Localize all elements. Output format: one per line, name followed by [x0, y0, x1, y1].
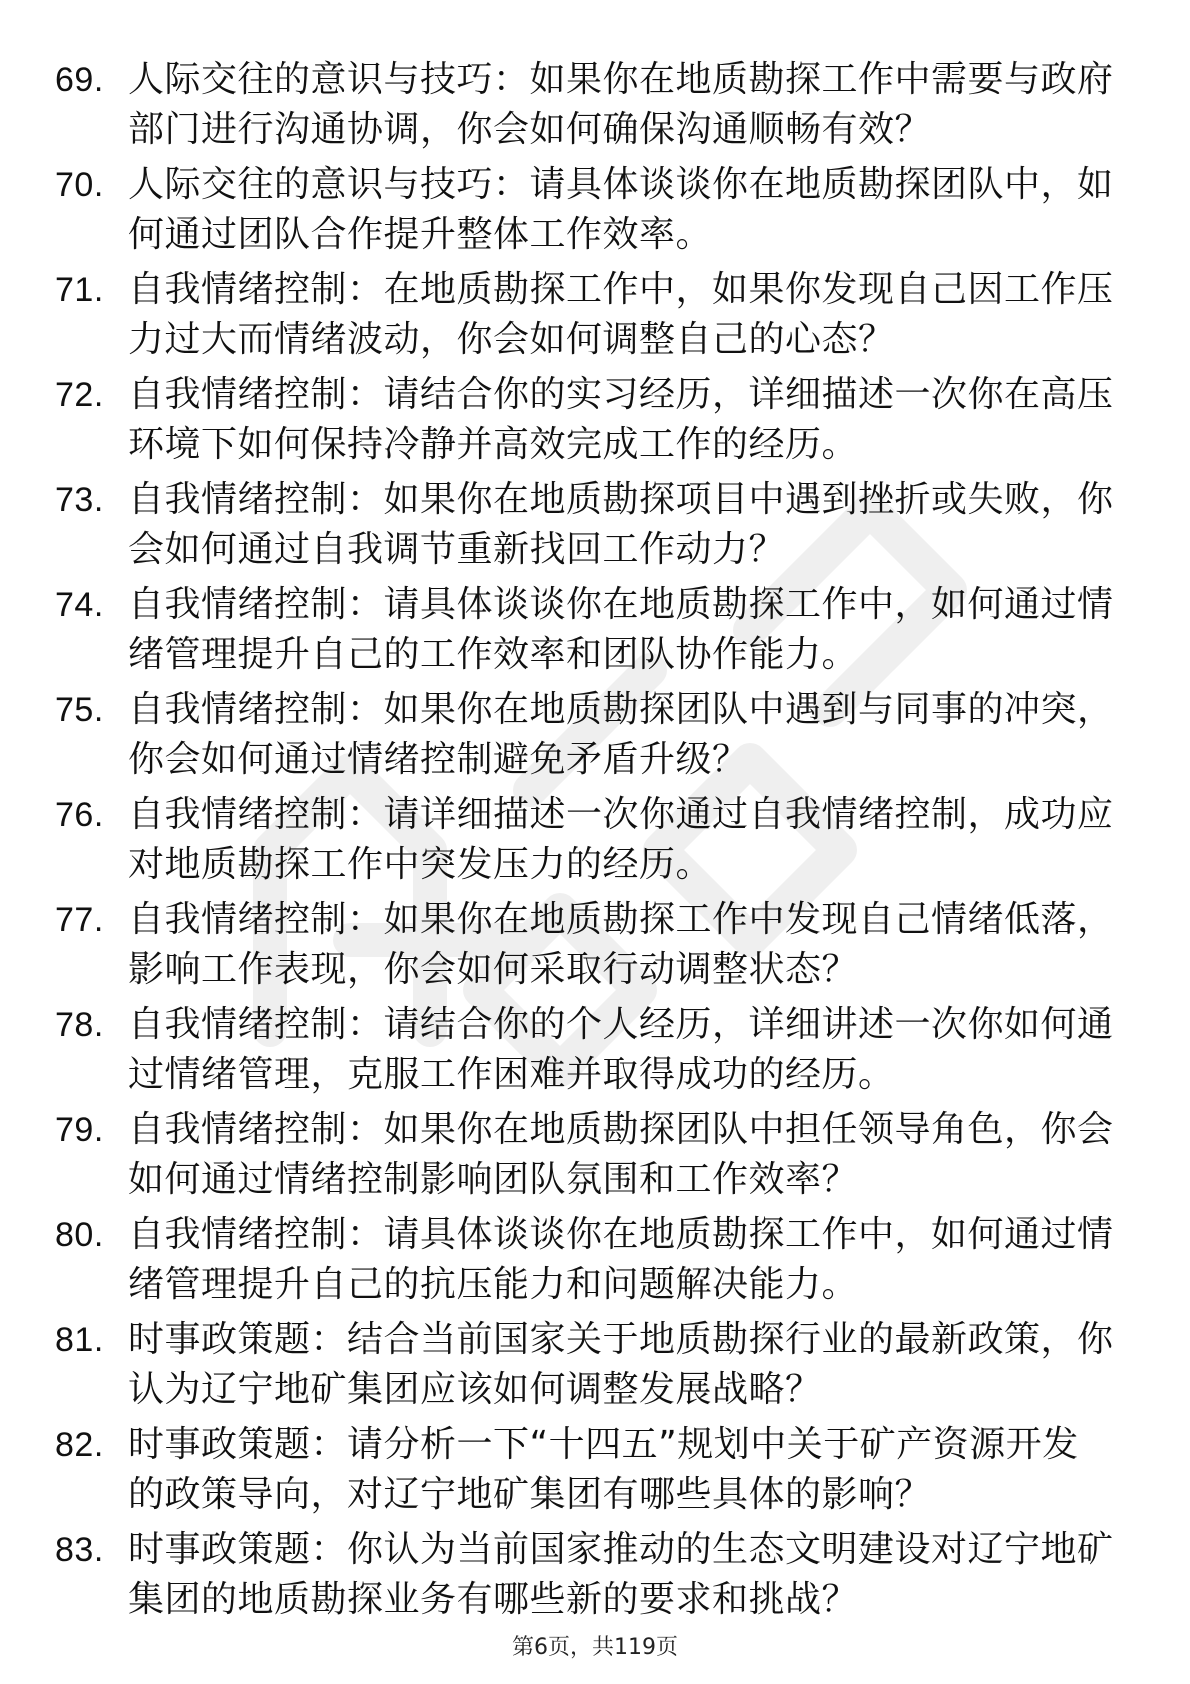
question-text: 自我情绪控制：请详细描述一次你通过自我情绪控制，成功应对地质勘探工作中突发压力的经历。: [128, 794, 1114, 885]
question-item: [55, 475, 1115, 580]
question-text: 自我情绪控制：如果你在地质勘探团队中担任领导角色，你会如何通过情绪控制影响团队氛围和工作效率？: [128, 1109, 1114, 1200]
question-number: 82.: [55, 1426, 104, 1464]
question-text: 自我情绪控制：如果你在地质勘探工作中发现自己情绪低落，影响工作表现，你会如何采取行动调整状态？: [128, 899, 1114, 990]
question-text: 时事政策题：请分析一下“十四五”规划中关于矿产资源开发的政策导向，对辽宁地矿集团有哪些具体的影响？: [128, 1424, 1079, 1515]
question-item: [55, 1315, 1115, 1420]
question-text: 自我情绪控制：如果你在地质勘探团队中遇到与同事的冲突，你会如何通过情绪控制避免矛盾升级？: [128, 689, 1114, 780]
question-text: 自我情绪控制：在地质勘探工作中，如果你发现自己因工作压力过大而情绪波动，你会如何调整自己的心态？: [128, 269, 1114, 360]
question-text: 自我情绪控制：请结合你的个人经历，详细讲述一次你如何通过情绪管理，克服工作困难并取得成功的经历。: [128, 1004, 1114, 1095]
question-list: [55, 55, 1115, 1630]
question-text: 自我情绪控制：请具体谈谈你在地质勘探工作中，如何通过情绪管理提升自己的工作效率和团队协作能力。: [128, 584, 1114, 675]
question-item: [55, 895, 1115, 1000]
question-number: 74.: [55, 586, 104, 624]
question-item: [55, 790, 1115, 895]
question-number: 83.: [55, 1531, 104, 1569]
question-item: [55, 1525, 1115, 1630]
question-text: 自我情绪控制：如果你在地质勘探项目中遇到挫折或失败，你会如何通过自我调节重新找回工作动力？: [128, 479, 1114, 570]
question-text: 时事政策题：结合当前国家关于地质勘探行业的最新政策，你认为辽宁地矿集团应该如何调整发展战略？: [128, 1319, 1114, 1410]
question-item: [55, 580, 1115, 685]
question-number: 73.: [55, 481, 104, 519]
question-text: 自我情绪控制：请具体谈谈你在地质勘探工作中，如何通过情绪管理提升自己的抗压能力和问题解决能力。: [128, 1214, 1114, 1305]
question-item: [55, 1420, 1115, 1525]
question-item: [55, 55, 1115, 160]
question-number: 69.: [55, 61, 104, 99]
question-item: [55, 685, 1115, 790]
question-number: 77.: [55, 901, 104, 939]
question-item: [55, 1105, 1115, 1210]
question-item: [55, 370, 1115, 475]
question-number: 80.: [55, 1216, 104, 1254]
question-number: 71.: [55, 271, 104, 309]
question-item: [55, 265, 1115, 370]
question-text: 人际交往的意识与技巧：请具体谈谈你在地质勘探团队中，如何通过团队合作提升整体工作效率。: [128, 164, 1114, 255]
question-number: 79.: [55, 1111, 104, 1149]
question-number: 78.: [55, 1006, 104, 1044]
question-item: [55, 1210, 1115, 1315]
question-text: 时事政策题：你认为当前国家推动的生态文明建设对辽宁地矿集团的地质勘探业务有哪些新的要求和挑战？: [128, 1529, 1114, 1620]
question-number: 72.: [55, 376, 104, 414]
question-number: 76.: [55, 796, 104, 834]
question-number: 75.: [55, 691, 104, 729]
page-footer: 第6页，共119页: [512, 1635, 678, 1660]
question-text: 人际交往的意识与技巧：如果你在地质勘探工作中需要与政府部门进行沟通协调，你会如何确保沟通顺畅有效？: [128, 59, 1114, 150]
question-text: 自我情绪控制：请结合你的实习经历，详细描述一次你在高压环境下如何保持冷静并高效完成工作的经历。: [128, 374, 1114, 465]
question-number: 70.: [55, 166, 104, 204]
question-item: [55, 1000, 1115, 1105]
question-number: 81.: [55, 1321, 104, 1359]
question-item: [55, 160, 1115, 265]
